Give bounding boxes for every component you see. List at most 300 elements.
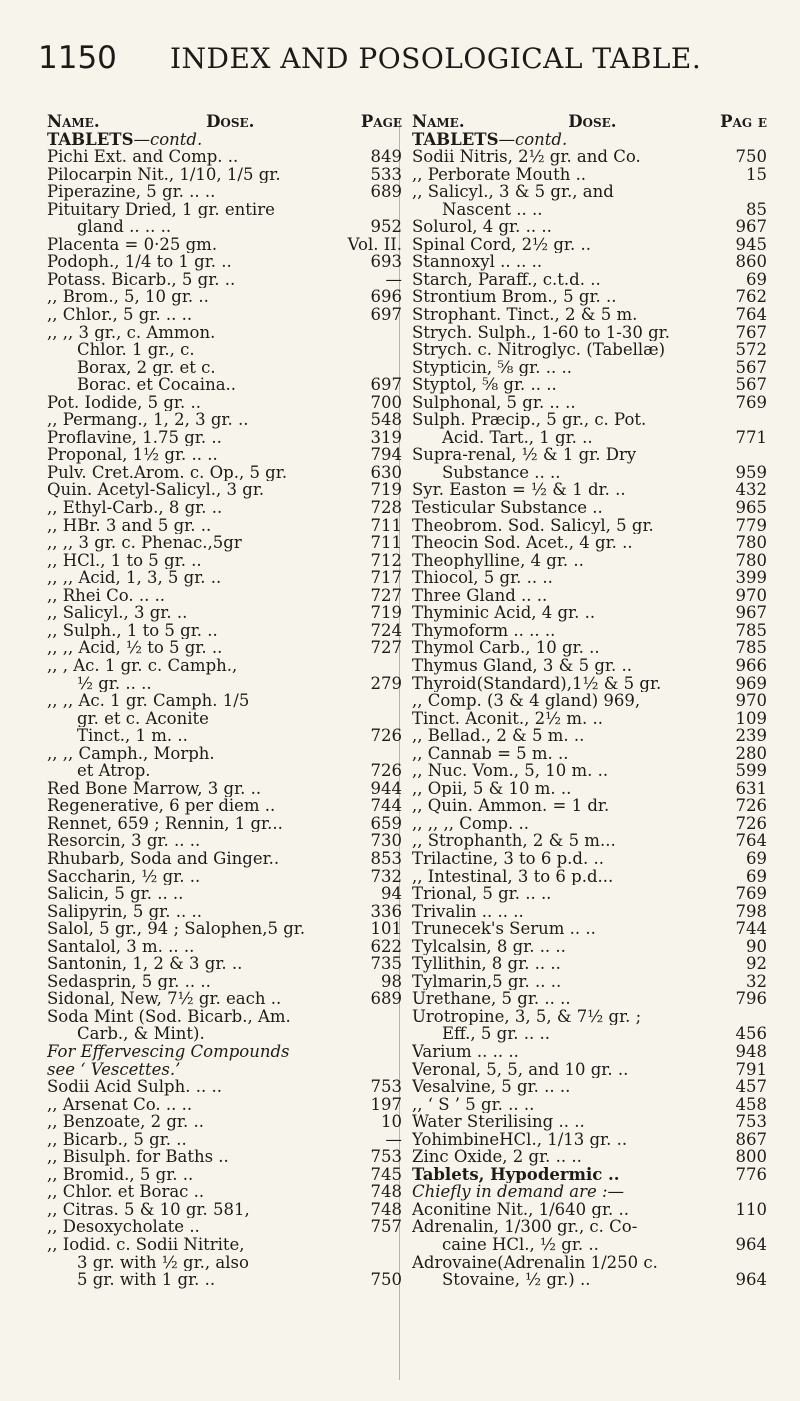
page-ref: 732 [370, 866, 402, 886]
index-entry [412, 429, 767, 447]
page-ref: 10 [381, 1112, 402, 1132]
index-entry [47, 166, 402, 184]
entry-text: ,, Ethyl-Carb., 8 gr. .. [47, 499, 223, 517]
page-ref: 693 [370, 252, 402, 272]
index-entry [47, 903, 402, 921]
entry-text: ,, Bisulph. for Baths .. [47, 1148, 229, 1166]
page-ref: 719 [370, 480, 402, 500]
index-entry [412, 271, 767, 289]
index-entry [47, 885, 402, 903]
entry-text: Chlor. 1 gr., c. [77, 341, 195, 359]
entry-text: ,, ,, Acid, 1, 3, 5 gr. .. [47, 569, 222, 587]
entry-text: Tinct. Aconit., 2½ m. .. [412, 709, 603, 728]
index-entry [412, 832, 767, 850]
entry-text: ,, Permang., 1, 2, 3 gr. .. [47, 411, 249, 429]
index-entry [47, 675, 402, 693]
page-ref: 745 [370, 1164, 402, 1184]
entry-text: Syr. Easton = ½ & 1 dr. .. [412, 481, 626, 500]
entry-text: Rhubarb, Soda and Ginger.. [47, 849, 280, 868]
page-ref: 800 [735, 1147, 767, 1167]
page-ref: 780 [735, 550, 767, 570]
index-entry [47, 1218, 402, 1236]
index-entry [47, 692, 402, 710]
index-entry [412, 218, 767, 236]
entry-text: ,, Benzoate, 2 gr. .. [47, 1113, 204, 1131]
page-ref: 689 [370, 989, 402, 1009]
index-entry [47, 464, 402, 482]
page-ref: 764 [735, 305, 767, 325]
index-entry [47, 271, 402, 289]
page-ref: 572 [735, 340, 767, 360]
entry-text: Tinct., 1 m. .. [77, 727, 188, 745]
page-ref: 969 [735, 673, 767, 693]
page-ref: 727 [370, 638, 402, 658]
section-heading: TABLETS—contd. [412, 129, 568, 149]
running-header [0, 40, 800, 92]
index-entry [47, 1043, 402, 1061]
page-ref: 630 [370, 462, 402, 482]
entry-text: ½ gr. .. .. [77, 674, 152, 693]
entry-text: ,, Desoxycholate .. [47, 1218, 200, 1236]
entry-text: Borax, 2 gr. et c. [77, 358, 216, 377]
entry-text: ,, Quin. Ammon. = 1 dr. [412, 797, 610, 815]
entry-text: Trivalin .. .. .. [412, 902, 524, 921]
page-ref: 69 [746, 269, 767, 289]
dose-heading: Dose. [568, 113, 617, 131]
index-entry [47, 1096, 402, 1114]
index-entry [47, 359, 402, 377]
index-entry [47, 604, 402, 622]
index-entry [47, 639, 402, 657]
entry-text: Theocin Sod. Acet., 4 gr. .. [412, 534, 633, 552]
entry-text: Tablets, Hypodermic .. [412, 1165, 620, 1184]
page-ref: 860 [735, 252, 767, 272]
page-ref: 964 [735, 1270, 767, 1290]
page-ref: 970 [735, 585, 767, 605]
index-entry [412, 1271, 767, 1289]
entry-text: Pituitary Dried, 1 gr. entire [47, 200, 275, 219]
index-entry [412, 464, 767, 482]
page-ref: 711 [370, 515, 402, 535]
page-ref: 336 [370, 901, 402, 921]
page-heading: Pag e [720, 113, 767, 131]
index-entry [412, 622, 767, 640]
index-entry [412, 1236, 767, 1254]
entry-text: Tylcalsin, 8 gr. .. .. [412, 937, 566, 956]
page-ref: 109 [735, 708, 767, 728]
page-ref: 280 [735, 743, 767, 763]
index-entry [47, 1148, 402, 1166]
page-ref: 101 [370, 919, 402, 939]
index-entry [47, 815, 402, 833]
index-entry [412, 850, 767, 868]
page-ref: 780 [735, 533, 767, 553]
index-entry [412, 201, 767, 219]
entry-text: ,, Nuc. Vom., 5, 10 m. .. [412, 762, 609, 780]
page-ref: 750 [370, 1270, 402, 1290]
entry-text: Soda Mint (Sod. Bicarb., Am. [47, 1007, 291, 1026]
entry-text: ,, Arsenat Co. .. .. [47, 1095, 193, 1114]
entry-text: ,, ,, ,, Comp. .. [412, 814, 529, 833]
page-ref: 796 [735, 989, 767, 1009]
index-entry [412, 797, 767, 815]
index-entry [47, 762, 402, 780]
entry-text: Strych. c. Nitroglyc. (Tabellæ) [412, 341, 666, 359]
index-entry [47, 973, 402, 991]
page-ref: 92 [746, 954, 767, 974]
index-entry [412, 1148, 767, 1166]
page-ref: 853 [370, 848, 402, 868]
index-entry [47, 341, 402, 359]
page-ref: 726 [735, 813, 767, 833]
entry-text: Strych. Sulph., 1-60 to 1-30 gr. [412, 323, 670, 342]
entry-text: Theophylline, 4 gr. .. [412, 551, 584, 570]
index-entry [412, 990, 767, 1008]
index-entry [47, 832, 402, 850]
entry-text: Stannoxyl .. .. .. [412, 253, 543, 271]
index-entry [412, 1113, 767, 1131]
entry-text: Salipyrin, 5 gr. .. .. [47, 902, 202, 921]
page-ref: 700 [370, 392, 402, 412]
index-entry [47, 411, 402, 429]
index-entry [412, 341, 767, 359]
index-entry [47, 745, 402, 763]
page-ref: 798 [735, 901, 767, 921]
page-ref: 319 [370, 427, 402, 447]
entry-text: Spinal Cord, 2½ gr. .. [412, 235, 591, 254]
page-ref: 631 [735, 778, 767, 798]
entry-text: Tyllithin, 8 gr. .. .. [412, 955, 561, 973]
index-entry [412, 639, 767, 657]
entry-text: et Atrop. [77, 762, 151, 780]
index-entry [47, 534, 402, 552]
entry-text: ,, ,, 3 gr., c. Ammon. [47, 323, 216, 342]
index-entry [47, 780, 402, 798]
page-ref: 744 [370, 796, 402, 816]
page-ref: 727 [370, 585, 402, 605]
entry-text: see ‘ Vescettes.’ [47, 1060, 181, 1079]
page-ref: 94 [381, 884, 402, 904]
entry-text: 3 gr. with ½ gr., also [77, 1253, 249, 1272]
page-ref: 85 [746, 199, 767, 219]
entry-text: ,, Perborate Mouth .. [412, 165, 587, 184]
index-entry [47, 1025, 402, 1043]
page-ref: 726 [370, 726, 402, 746]
index-entry [412, 376, 767, 394]
index-entry [47, 938, 402, 956]
entry-text: ,, Cannab = 5 m. .. [412, 744, 569, 763]
index-entry [412, 183, 767, 201]
page-ref: 697 [370, 375, 402, 395]
page-ref: 458 [735, 1094, 767, 1114]
entry-text: Thymus Gland, 3 & 5 gr. .. [412, 656, 632, 675]
column-header [412, 113, 767, 131]
entry-text: ,, ,, 3 gr. c. Phenac.,5gr [47, 534, 242, 552]
index-entry [412, 1061, 767, 1079]
page-ref: 966 [735, 655, 767, 675]
index-entry [47, 727, 402, 745]
index-entry [47, 218, 402, 236]
index-entry [47, 1078, 402, 1096]
index-entry [412, 481, 767, 499]
index-entry [47, 1008, 402, 1026]
name-heading: Name. [412, 113, 465, 131]
page-ref: 69 [746, 866, 767, 886]
page-ref: 456 [735, 1024, 767, 1044]
index-entry [47, 1254, 402, 1272]
page-ref: — [385, 1129, 402, 1149]
page-heading: Page [360, 113, 402, 131]
entry-text: YohimbineHCl., 1/13 gr. .. [412, 1130, 628, 1149]
index-entry [47, 517, 402, 535]
entry-text: Rennet, 659 ; Rennin, 1 gr... [47, 814, 283, 833]
page-ref: 948 [735, 1041, 767, 1061]
entry-text: Aconitine Nit., 1/640 gr. .. [412, 1200, 630, 1219]
index-entry [47, 429, 402, 447]
entry-text: Pulv. Cret.Arom. c. Op., 5 gr. [47, 463, 288, 482]
page-ref: 762 [735, 287, 767, 307]
index-entry [47, 552, 402, 570]
index-entry [412, 324, 767, 342]
entry-text: Podoph., 1/4 to 1 gr. .. [47, 253, 232, 271]
index-entry [412, 446, 767, 464]
page-ref: 717 [370, 568, 402, 588]
entry-text: Testicular Substance .. [412, 499, 603, 517]
column-header [47, 113, 402, 131]
page-ref: 776 [735, 1164, 767, 1184]
page-ref: 794 [370, 445, 402, 465]
entry-text: Regenerative, 6 per diem .. [47, 797, 276, 815]
entry-text: ,, Comp. (3 & 4 gland) 969, [412, 692, 641, 710]
entry-text: Starch, Paraff., c.t.d. .. [412, 270, 601, 289]
entry-text: Adrenalin, 1/300 gr., c. Co- [412, 1218, 638, 1236]
page-ref: 753 [370, 1147, 402, 1167]
page-ref: 748 [370, 1199, 402, 1219]
page-ref: Vol. II. [347, 234, 402, 254]
page-ref: 767 [735, 322, 767, 342]
index-entry [47, 657, 402, 675]
entry-text: Tylmarin,5 gr. .. .. [412, 972, 562, 991]
index-entry [412, 306, 767, 324]
index-entry [47, 955, 402, 973]
entry-text: ,, Strophanth, 2 & 5 m... [412, 832, 616, 850]
index-entry [412, 1078, 767, 1096]
entry-text: ,, Salicyl., 3 & 5 gr., and [412, 183, 614, 201]
entries-list [412, 148, 767, 1289]
entry-text: caine HCl., ½ gr. .. [442, 1236, 599, 1254]
index-entry [412, 1201, 767, 1219]
entry-text: ,, ,, Acid, ½ to 5 gr. .. [47, 639, 223, 657]
entry-text: For Effervescing Compounds [47, 1042, 290, 1061]
entry-text: Stypticin, ⅝ gr. .. .. [412, 358, 572, 377]
entry-text: Quin. Acetyl-Salicyl., 3 gr. [47, 481, 265, 500]
index-entry [412, 938, 767, 956]
entry-text: Pot. Iodide, 5 gr. .. [47, 393, 201, 412]
dose-heading: Dose. [206, 113, 255, 131]
index-entry [412, 780, 767, 798]
entry-text: gland .. .. .. [77, 218, 172, 236]
index-entry [412, 253, 767, 271]
entry-text: Urethane, 5 gr. .. .. [412, 990, 571, 1008]
index-entry [47, 1183, 402, 1201]
index-entry [412, 657, 767, 675]
index-entry [47, 1061, 402, 1079]
entry-text: Nascent .. .. [442, 200, 543, 219]
index-entry [412, 236, 767, 254]
entry-text: Salol, 5 gr., 94 ; Salophen,5 gr. [47, 920, 306, 938]
page-ref: 771 [735, 427, 767, 447]
left-column [47, 113, 402, 1383]
page-ref: 239 [735, 726, 767, 746]
index-entry [412, 727, 767, 745]
page-ref: 279 [370, 673, 402, 693]
index-entry [412, 499, 767, 517]
entry-text: Three Gland .. .. [412, 586, 548, 605]
right-column [412, 113, 767, 1383]
entry-text: ,, Iodid. c. Sodii Nitrite, [47, 1236, 245, 1254]
index-entry [412, 587, 767, 605]
index-entry [412, 1043, 767, 1061]
index-entry [47, 376, 402, 394]
index-entry [47, 236, 402, 254]
name-heading: Name. [47, 113, 100, 131]
index-entry [412, 1096, 767, 1114]
page-ref: 712 [370, 550, 402, 570]
index-entry [412, 1025, 767, 1043]
page-ref: 735 [370, 954, 402, 974]
index-entry [412, 552, 767, 570]
entry-text: ,, Chlor., 5 gr. .. .. [47, 306, 193, 324]
index-entry [412, 903, 767, 921]
index-entry [412, 1166, 767, 1184]
index-entry [412, 1008, 767, 1026]
page-ref: 965 [735, 498, 767, 518]
page-ref: 15 [746, 164, 767, 184]
entry-text: 5 gr. with 1 gr. .. [77, 1271, 216, 1289]
page-ref: 964 [735, 1235, 767, 1254]
entry-text: Water Sterilising .. .. [412, 1113, 585, 1131]
page-ref: 432 [735, 480, 767, 500]
index-entry [47, 1236, 402, 1254]
page-ref: 724 [370, 620, 402, 640]
index-entry [412, 762, 767, 780]
page-ref: 689 [370, 182, 402, 202]
entry-text: Eff., 5 gr. .. .. [442, 1025, 551, 1043]
page-ref: 696 [370, 287, 402, 307]
index-entry [47, 253, 402, 271]
entry-text: Potass. Bicarb., 5 gr. .. [47, 270, 236, 289]
page-ref: 952 [370, 217, 402, 237]
page-ref: 399 [735, 568, 767, 588]
entry-text: Veronal, 5, 5, and 10 gr. .. [412, 1060, 629, 1079]
page-ref: 753 [370, 1077, 402, 1097]
index-entry [47, 1166, 402, 1184]
entry-text: ,, Salicyl., 3 gr. .. [47, 604, 188, 622]
page-ref: 769 [735, 884, 767, 904]
index-entry [412, 973, 767, 991]
index-entry [47, 306, 402, 324]
entry-text: Vesalvine, 5 gr. .. .. [412, 1078, 571, 1096]
entry-text: Strophant. Tinct., 2 & 5 m. [412, 306, 638, 324]
entry-text: Red Bone Marrow, 3 gr. .. [47, 779, 262, 798]
index-entry [412, 166, 767, 184]
index-entry [412, 1218, 767, 1236]
page-ref: 959 [735, 462, 767, 482]
page-ref: 945 [735, 234, 767, 254]
page-ref: 567 [735, 357, 767, 377]
index-entry [47, 1201, 402, 1219]
page-ref: 90 [746, 936, 767, 956]
entry-text: ,, Chlor. et Borac .. [47, 1183, 205, 1201]
index-entry [412, 288, 767, 306]
entry-text: Placenta = 0·25 gm. [47, 235, 218, 254]
index-entry [47, 990, 402, 1008]
entry-text: Urotropine, 3, 5, & 7½ gr. ; [412, 1007, 642, 1026]
entry-text: Resorcin, 3 gr. .. .. [47, 832, 201, 850]
entry-text: Salicin, 5 gr. .. .. [47, 885, 184, 903]
entry-text: ,, Citras. 5 & 10 gr. 581, [47, 1200, 250, 1219]
page-ref: 98 [381, 971, 402, 991]
page-ref: 849 [370, 147, 402, 167]
index-entry [47, 324, 402, 342]
entry-text: Trilactine, 3 to 6 p.d. .. [412, 849, 604, 868]
index-entry [47, 148, 402, 166]
entry-text: Sodii Acid Sulph. .. .. [47, 1078, 222, 1096]
index-entry [412, 1131, 767, 1149]
entry-text: ,, ‘ S ’ 5 gr. .. .. [412, 1095, 535, 1114]
index-entry [412, 675, 767, 693]
page-ref: 32 [746, 971, 767, 991]
index-entry [47, 920, 402, 938]
entry-text: ,, ,, Ac. 1 gr. Camph. 1/5 [47, 692, 250, 710]
page-ref: 744 [735, 919, 767, 939]
index-entry [412, 955, 767, 973]
entry-text: Solurol, 4 gr. .. .. [412, 218, 552, 236]
index-entry [412, 1183, 767, 1201]
page-ref: 764 [735, 831, 767, 851]
entry-text: gr. et c. Aconite [77, 709, 209, 728]
index-entry [47, 394, 402, 412]
entry-text: ,, Intestinal, 3 to 6 p.d... [412, 867, 614, 886]
page-ref: 967 [735, 603, 767, 623]
entry-text: Acid. Tart., 1 gr. .. [442, 428, 593, 447]
entry-text: Trional, 5 gr. .. .. [412, 885, 552, 903]
index-entry [47, 850, 402, 868]
index-entry [47, 587, 402, 605]
page-ref: 753 [735, 1112, 767, 1132]
page-ref: 726 [735, 796, 767, 816]
entry-text: Proflavine, 1.75 gr. .. [47, 428, 222, 447]
index-entry [47, 1131, 402, 1149]
entry-text: ,, Rhei Co. .. .. [47, 586, 166, 605]
page-ref: 69 [746, 848, 767, 868]
entry-text: ,, Bromid., 5 gr. .. [47, 1165, 194, 1184]
page-ref: 867 [735, 1129, 767, 1149]
entry-text: Sedasprin, 5 gr. .. .. [47, 972, 211, 991]
index-entry [47, 446, 402, 464]
entry-text: ,, Bellad., 2 & 5 m. .. [412, 727, 585, 745]
entries-list [47, 148, 402, 1289]
page-ref: 726 [370, 761, 402, 781]
entry-text: Strontium Brom., 5 gr. .. [412, 288, 617, 307]
index-entry [412, 394, 767, 412]
entry-text: Santonin, 1, 2 & 3 gr. .. [47, 955, 243, 973]
index-entry [412, 1254, 767, 1272]
page-ref: 970 [735, 691, 767, 711]
page-title: INDEX AND POSOLOGICAL TABLE. [170, 42, 702, 75]
page-ref: 967 [735, 217, 767, 237]
entry-text: Thymol Carb., 10 gr. .. [412, 639, 600, 657]
